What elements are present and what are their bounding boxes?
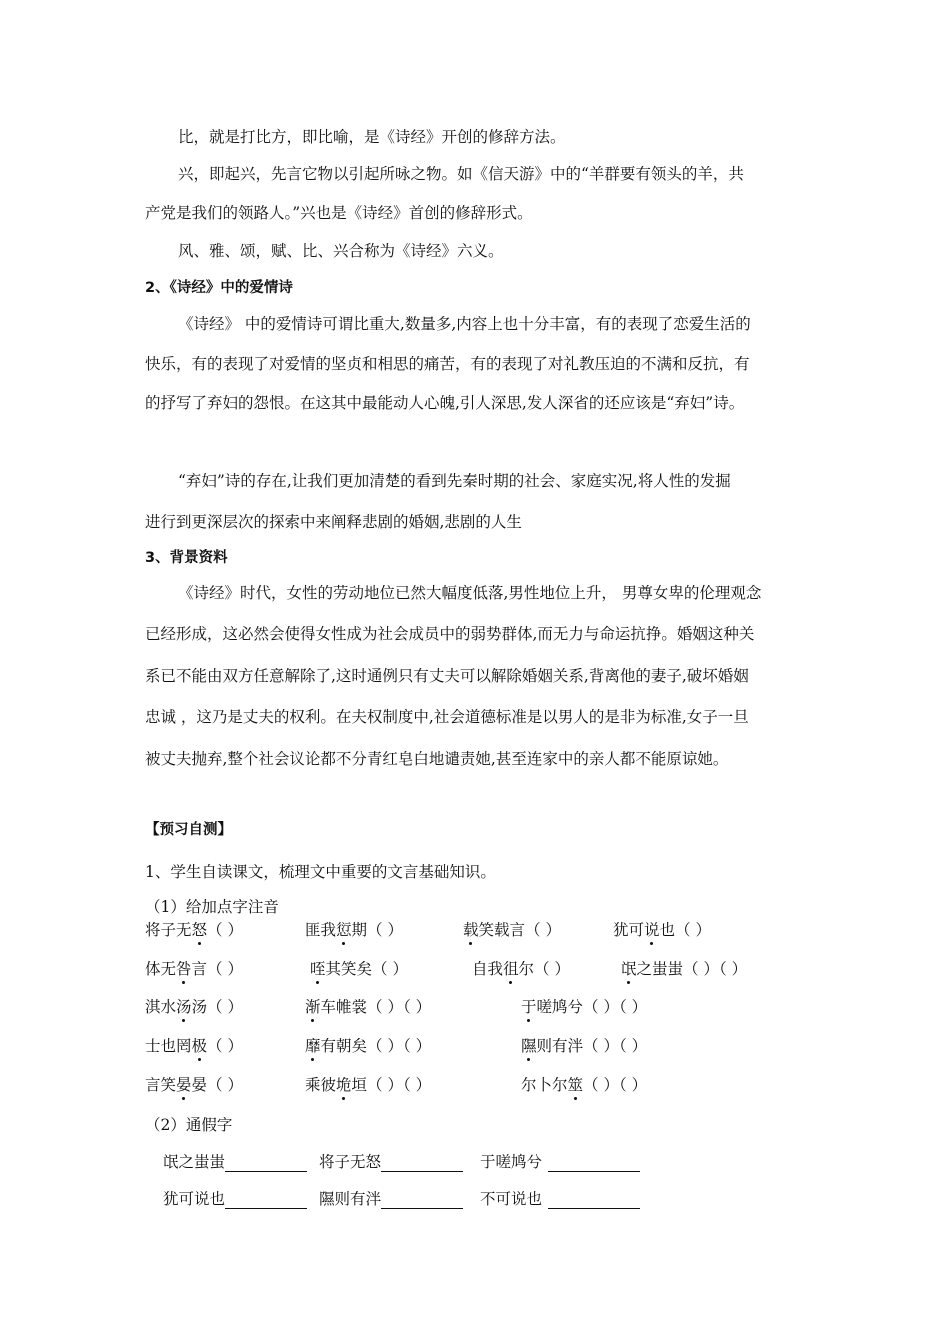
pinyin-item (310, 959, 408, 979)
pinyin-item (521, 1036, 647, 1056)
answer-parens[interactable]: （ ）（ ） (583, 1076, 648, 1094)
tongjia-item (163, 1152, 307, 1172)
answer-parens[interactable]: （ ） (207, 921, 243, 939)
pinyin-item (521, 997, 647, 1017)
pinyin-item (145, 1036, 243, 1056)
answer-parens[interactable]: （ ）（ ） (367, 1037, 432, 1055)
pinyin-item (145, 997, 243, 1017)
section2-p1-line1: 《诗经》 中的爱情诗可谓比重大,数量多,内容上也十分丰富，有的表现了恋爱生活的 (178, 315, 751, 333)
dotted-char: 极 (191, 1037, 208, 1055)
dotted-char: 汤 (176, 998, 192, 1016)
pinyin-text: 犹可 (613, 921, 645, 939)
answer-blank[interactable] (225, 1155, 307, 1172)
pinyin-text: 尔卜尔 (521, 1076, 568, 1094)
dotted-char: 筮 (567, 1076, 584, 1094)
answer-parens[interactable]: （ ） (207, 998, 243, 1016)
dotted-char: 靡 (305, 1037, 321, 1055)
preview-task1: 1、学生自读课文，梳理文中重要的文言基础知识。 (145, 863, 496, 881)
dotted-char: 垝 (336, 1076, 352, 1094)
dotted-char: 晏 (176, 1076, 192, 1094)
dotted-char: 载 (463, 921, 479, 939)
tongjia-item (480, 1189, 640, 1209)
answer-parens[interactable]: （ ）（ ） (367, 1076, 432, 1094)
answer-parens[interactable]: （ ） (534, 960, 570, 978)
section2-p1-line3: 的抒写了弃妇的怨恨。在这其中最能动人心魄,引人深思,发人深省的还应该是“弃妇”诗。 (145, 394, 745, 412)
pinyin-item (145, 959, 243, 979)
answer-blank[interactable] (548, 1192, 640, 1209)
dotted-char: 咎 (176, 960, 192, 978)
pinyin-text: 乘彼 (305, 1076, 337, 1094)
pinyin-text: 期 (351, 921, 368, 939)
section2-p1-line2: 快乐，有的表现了对爱情的坚贞和相思的痛苦，有的表现了对礼教压迫的不满和反抗，有 (145, 355, 750, 373)
dotted-char: 徂 (503, 960, 519, 978)
pinyin-text: 则有泮 (536, 1037, 584, 1055)
paragraph-bi: 比，就是打比方，即比喻，是《诗经》开创的修辞方法。 (178, 128, 566, 146)
answer-parens[interactable]: （ ） (207, 1037, 243, 1055)
pinyin-item (613, 920, 711, 940)
pinyin-text: 士也罔 (145, 1037, 192, 1055)
pinyin-item (305, 1036, 431, 1056)
pinyin-text: 其笑矣 (325, 960, 373, 978)
dotted-char: 咥 (310, 960, 326, 978)
tongjia-phrase: 犹可说也 (163, 1190, 226, 1208)
pinyin-text: 笑载言 (478, 921, 526, 939)
tongjia-item (319, 1152, 463, 1172)
pinyin-text: 也 (659, 921, 676, 939)
preview-sub2: （2）通假字 (145, 1116, 233, 1134)
pinyin-text: 淇水 (145, 998, 177, 1016)
pinyin-item (305, 1075, 431, 1095)
pinyin-text: 体无 (145, 960, 177, 978)
pinyin-text: 晏 (191, 1076, 208, 1094)
paragraph-liuyi: 风、雅、颂，赋、比、兴合称为《诗经》六义。 (178, 242, 504, 260)
pinyin-item (145, 1075, 243, 1095)
tongjia-item (163, 1189, 307, 1209)
answer-blank[interactable] (381, 1192, 463, 1209)
pinyin-text: 垣 (351, 1076, 368, 1094)
answer-blank[interactable] (225, 1192, 307, 1209)
tongjia-phrase: 于嗟鸠兮 (480, 1153, 543, 1171)
pinyin-item (145, 920, 243, 940)
paragraph-xing-line2: 产党是我们的领路人。”兴也是《诗经》首创的修辞形式。 (145, 204, 533, 222)
answer-parens[interactable]: （ ）（ ） (683, 960, 748, 978)
dotted-char: 渐 (305, 998, 321, 1016)
dotted-char: 怒 (191, 921, 208, 939)
section2-heading: 2、《诗经》中的爱情诗 (145, 280, 293, 296)
answer-parens[interactable]: （ ）（ ） (583, 1037, 648, 1055)
tongjia-phrase: 隰则有泮 (319, 1190, 382, 1208)
tongjia-phrase: 氓之蚩蚩 (163, 1153, 226, 1171)
answer-parens[interactable]: （ ）（ ） (583, 998, 648, 1016)
tongjia-item (319, 1189, 463, 1209)
answer-parens[interactable]: （ ）（ ） (367, 998, 432, 1016)
pinyin-item (621, 959, 747, 979)
paragraph-xing-line1: 兴，即起兴，先言它物以引起所咏之物。如《信天游》中的“羊群要有领头的羊，共 (178, 165, 744, 183)
section3-heading: 3、背景资料 (145, 550, 228, 566)
answer-parens[interactable]: （ ） (525, 921, 561, 939)
dotted-char: 于 (521, 998, 537, 1016)
section3-line3: 系已不能由双方任意解除了,这时通例只有丈夫可以解除婚姻关系,背离他的妻子,破坏婚姻 (145, 667, 749, 685)
preview-sub1: （1）给加点字注音 (145, 898, 279, 916)
pinyin-text: 将子无 (145, 921, 192, 939)
answer-parens[interactable]: （ ） (367, 921, 403, 939)
answer-parens[interactable]: （ ） (207, 1076, 243, 1094)
preview-heading: 【预习自测】 (145, 822, 232, 838)
dotted-char: 氓 (621, 960, 637, 978)
tongjia-item (480, 1152, 640, 1172)
dotted-char: 愆 (336, 921, 352, 939)
pinyin-text: 尔 (518, 960, 535, 978)
pinyin-item (463, 920, 561, 940)
dotted-char: 隰 (521, 1037, 537, 1055)
answer-parens[interactable]: （ ） (372, 960, 408, 978)
section3-line2: 已经形成，这必然会使得女性成为社会成员中的弱势群体,而无力与命运抗挣。婚姻这种关 (145, 625, 755, 643)
dotted-char: 说 (644, 921, 660, 939)
pinyin-item (305, 920, 403, 940)
pinyin-item (305, 997, 431, 1017)
pinyin-text: 言 (191, 960, 208, 978)
pinyin-text: 车帷裳 (320, 998, 368, 1016)
answer-parens[interactable]: （ ） (675, 921, 711, 939)
answer-parens[interactable]: （ ） (207, 960, 243, 978)
section3-line4: 忠诚 ，这乃是丈夫的权利。在夫权制度中,社会道德标准是以男人的是非为标准,女子一旦 (145, 708, 749, 726)
answer-blank[interactable] (381, 1155, 463, 1172)
pinyin-text: 匪我 (305, 921, 337, 939)
section2-p2-line1: “弃妇”诗的存在,让我们更加清楚的看到先秦时期的社会、家庭实况,将人性的发掘 (178, 472, 731, 490)
tongjia-phrase: 将子无怒 (319, 1153, 382, 1171)
pinyin-item (521, 1075, 647, 1095)
pinyin-text: 汤 (191, 998, 208, 1016)
pinyin-text: 之蚩蚩 (636, 960, 684, 978)
section2-p2-line2: 进行到更深层次的探索中来阐释悲剧的婚姻,悲剧的人生 (145, 513, 522, 531)
section3-line1: 《诗经》时代，女性的劳动地位已然大幅度低落,男性地位上升， 男尊女卑的伦理观念 (178, 584, 762, 602)
pinyin-item (472, 959, 570, 979)
section3-line5: 被丈夫抛弃,整个社会议论都不分青红皂白地谴责她,甚至连家中的亲人都不能原谅她。 (145, 750, 729, 768)
tongjia-phrase: 不可说也 (480, 1190, 543, 1208)
pinyin-text: 嗟鸠兮 (536, 998, 584, 1016)
pinyin-text: 言笑 (145, 1076, 177, 1094)
pinyin-text: 自我 (472, 960, 504, 978)
pinyin-text: 有朝矣 (320, 1037, 368, 1055)
answer-blank[interactable] (548, 1155, 640, 1172)
